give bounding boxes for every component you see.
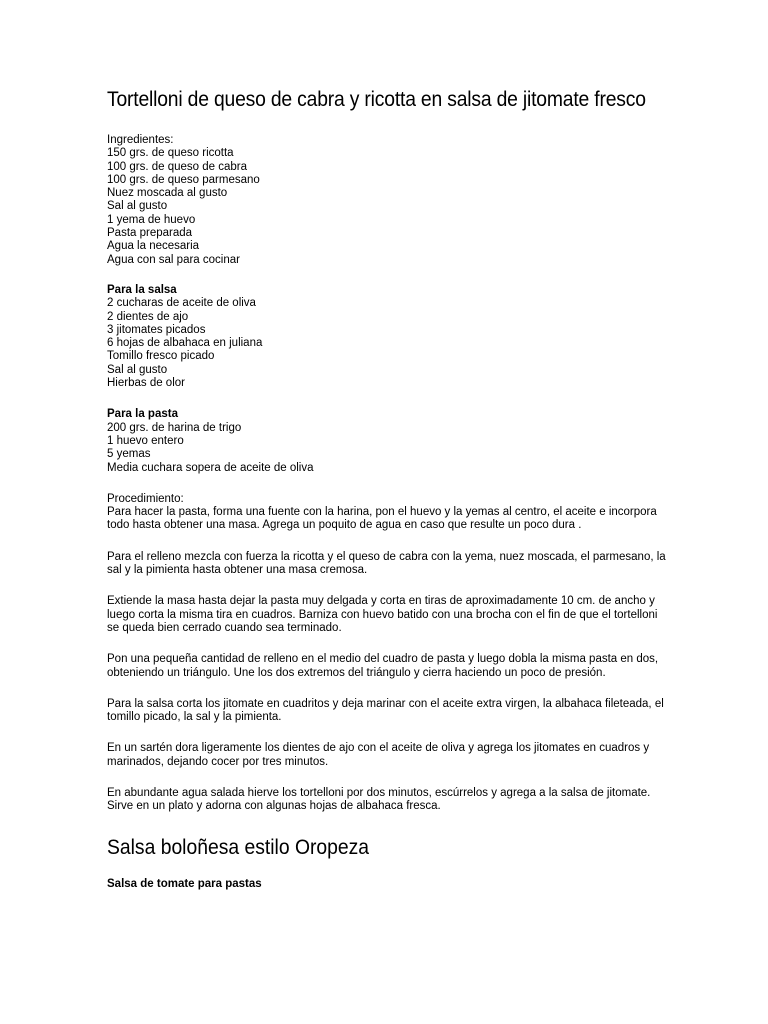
procedure-step: Para la salsa corta los jitomate en cuadritos y deja marinar con el aceite extra virgen, la albahaca fileteada, el tomillo picado, la sal y la pimienta. (107, 697, 664, 724)
ingredient-item: Nuez moscada al gusto (107, 187, 228, 200)
sauce-item: 3 jitomates picados (107, 323, 206, 336)
procedure-step: Para hacer la pasta, forma una fuente con la harina, pon el huevo y la yemas al centro, el aceite e incorpora todo hasta obtener una masa. Agrega un poquito de agua en caso que resulte un poco dura . (107, 506, 657, 532)
pasta-heading: Para la pasta (107, 408, 178, 421)
pasta-section (107, 408, 667, 474)
pasta-item: 1 huevo entero (107, 434, 184, 447)
sauce-item: 2 cucharas de aceite de oliva (107, 297, 256, 310)
procedure-step: En abundante agua salada hierve los tortelloni por dos minutos, escúrrelos y agrega a la salsa de jitomate. Sirve en un plato y adorna con algunas hojas de albahaca fresca. (107, 786, 651, 813)
ingredients-section (107, 134, 667, 267)
sauce-section (107, 284, 667, 390)
procedure-step: En un sartén dora ligeramente los dientes de ajo con el aceite de oliva y agrega los jitomates en cuadros y marinados, dejando cocer por tres minutos. (107, 742, 650, 768)
ingredient-item: Sal al gusto (107, 200, 168, 213)
ingredient-item: Pasta preparada (107, 227, 193, 240)
sauce-item: Hierbas de olor (107, 377, 185, 390)
sauce-item: 6 hojas de albahaca en juliana (107, 337, 263, 350)
document-page (107, 88, 667, 891)
pasta-item: 200 grs. de harina de trigo (107, 421, 242, 434)
procedure-heading: Procedimiento: (107, 492, 184, 505)
sauce-item: Tomillo fresco picado (107, 350, 215, 363)
procedure-step: Pon una pequeña cantidad de relleno en el medio del cuadro de pasta y luego dobla la misma pasta en dos, obteniendo un triángulo. Une los dos extremos del triángulo y cierra haciendo un poco de presión. (107, 653, 659, 679)
sauce-item: 2 dientes de ajo (107, 310, 189, 323)
recipe-title: Tortelloni de queso de cabra y ricotta en salsa de jitomate fresco (107, 88, 646, 111)
procedure-section (107, 493, 667, 533)
second-recipe-subheading: Salsa de tomate para pastas (107, 877, 262, 890)
ingredient-item: Agua con sal para cocinar (107, 253, 240, 266)
ingredient-item: 100 grs. de queso parmesano (107, 173, 260, 186)
ingredients-heading: Ingredientes: (107, 134, 174, 146)
ingredient-item: 1 yema de huevo (107, 213, 196, 226)
pasta-item: Media cuchara sopera de aceite de oliva (107, 461, 314, 474)
sauce-heading: Para la salsa (107, 283, 177, 296)
sauce-item: Sal al gusto (107, 363, 168, 376)
second-recipe-title: Salsa boloñesa estilo Oropeza (107, 835, 370, 859)
ingredient-item: 100 grs. de queso de cabra (107, 160, 248, 173)
ingredient-item: 150 grs. de queso ricotta (107, 147, 234, 160)
procedure-step: Extiende la masa hasta dejar la pasta muy delgada y corta en tiras de aproximadamente 10 cm. de ancho y luego corta la misma tira en cuadros. Barniza con huevo batido con una brocha con el fin de que el tortelloni se queda bien cerrado cuando sea terminado. (107, 595, 658, 634)
ingredient-item: Agua la necesaria (107, 240, 200, 253)
procedure-step: Para el relleno mezcla con fuerza la ricotta y el queso de cabra con la yema, nuez moscada, el parmesano, la sal y la pimienta hasta obtener una masa cremosa. (107, 550, 666, 577)
pasta-item: 5 yemas (107, 448, 151, 461)
